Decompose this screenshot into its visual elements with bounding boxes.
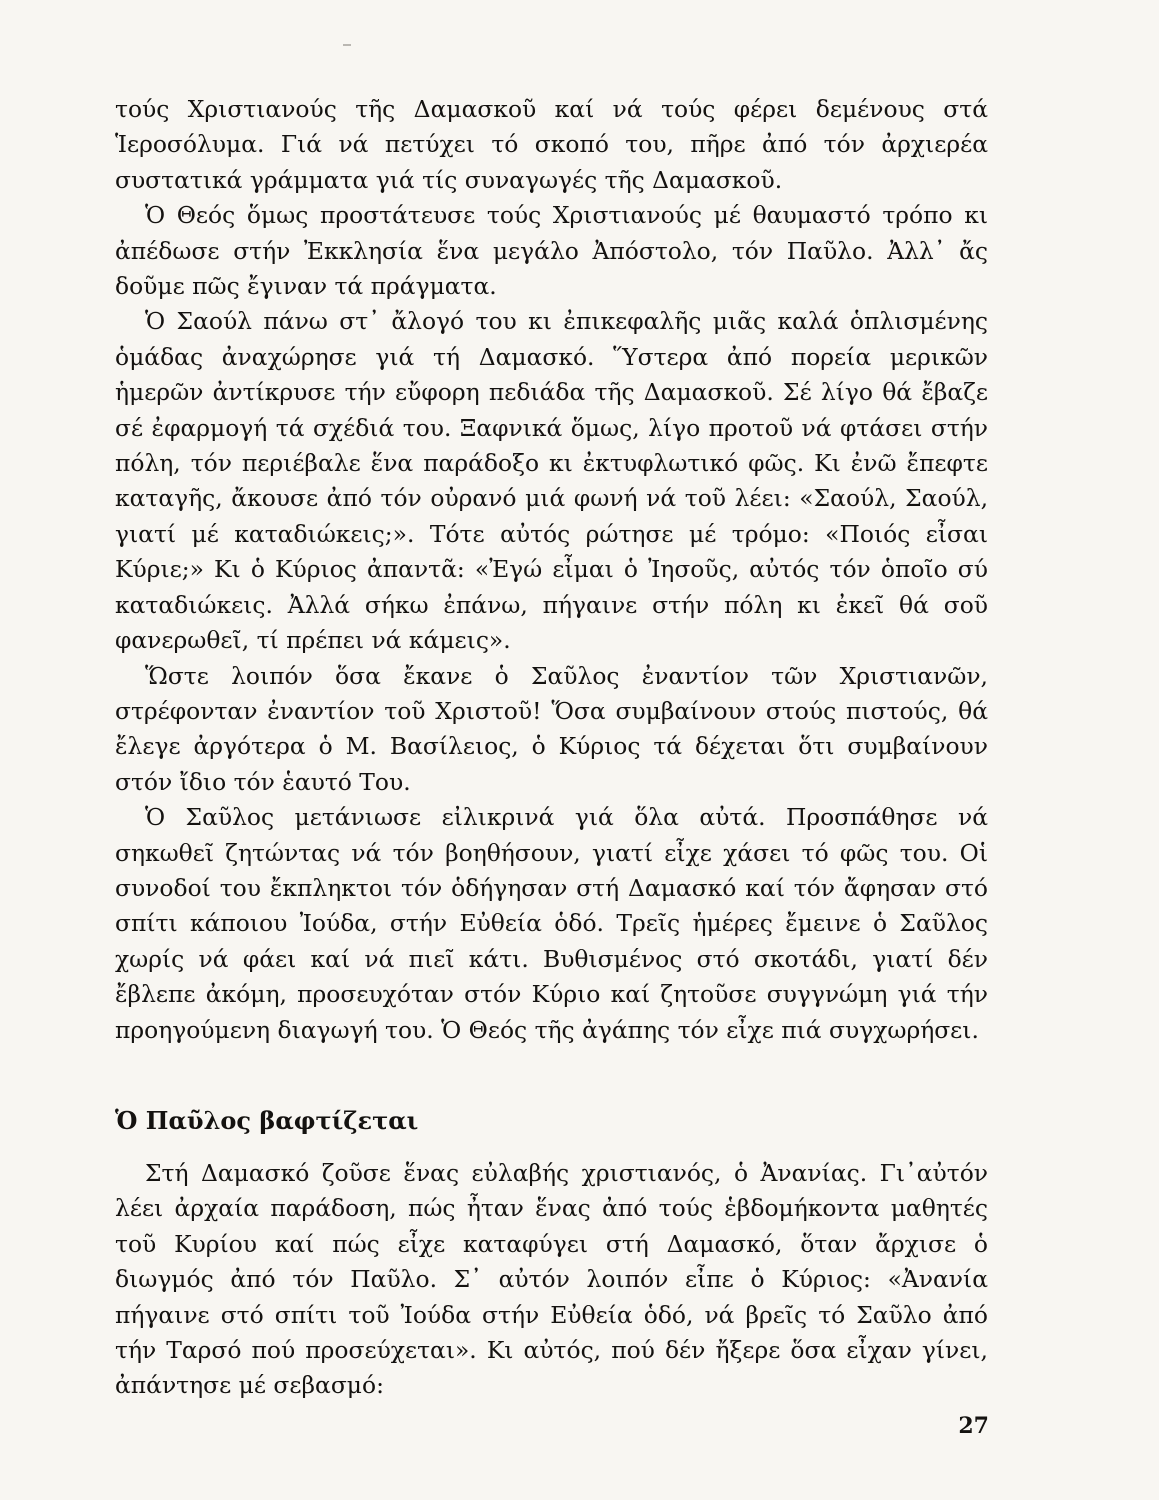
section-heading: Ὁ Παῦλος βαφτίζεται xyxy=(115,1105,419,1135)
paragraph-ananias: Στή Δαμασκό ζοῦσε ἕνας εὐλαβής χριστιανός, ὁ Ἀνανίας. Γι᾽αὐτόν λέει ἀρχαία παράδοση, πώς ἦταν ἕνας ἀπό τούς ἑβδομήκοντα μαθητές τοῦ Κυρίου καί πώς εἶχε καταφύγει στή Δαμασκό, ὅταν ἄρχισε ὁ διωγμός ἀπό τόν Παῦλο. Σ᾽ αὐτόν λοιπόν εἶπε ὁ Κύριος: «Ἀνανία πήγαινε στό σπίτι τοῦ Ἰούδα στήν Εὐθεία ὁδό, νά βρεῖς τό Σαῦλο ἀπό τήν Ταρσό πού προσεύχεται». Κι αὐτός, πού δέν ἤξερε ὅσα εἶχαν γίνει, ἀπάντησε μέ σεβασμό: xyxy=(115,1158,988,1400)
page-number: 27 xyxy=(958,1413,989,1439)
paragraph-saul-journey: Ὁ Σαούλ πάνω στ᾽ ἄλογό του κι ἐπικεφαλῆς μιᾶς καλά ὁπλισμένης ὁμάδας ἀναχώρησε γιά τή Δαμασκό. Ὕστερα ἀπό πορεία μερικῶν ἡμερῶν ἀντίκρυσε τήν εὔφορη πεδιάδα τῆς Δαμασκοῦ. Σέ λίγο θά ἔβαζε σέ ἐφαρμογή τά σχέδιά του. Ξαφνικά ὅμως, λίγο προτοῦ νά φτάσει στήν πόλη, τόν περιέβαλε ἕνα παράδοξο κι ἐκτυφλωτικό φῶς. Κι ἐνῶ ἔπεφτε καταγῆς, ἄκουσε ἀπό τόν οὐρανό μιά φωνή νά τοῦ λέει: «Σαούλ, Σαούλ, γιατί μέ καταδιώκεις;». Τότε αὐτός ρώτησε μέ τρόμο: «Ποιός εἶσαι Κύριε;» Κι ὁ Κύριος ἀπαντᾶ: «Ἐγώ εἶμαι ὁ Ἰησοῦς, αὐτός τόν ὁποῖο σύ καταδιώκεις. Ἀλλά σήκω ἐπάνω, πήγαινε στήν πόλη κι ἐκεῖ θά σοῦ φανερωθεῖ, τί πρέπει νά κάμεις». xyxy=(115,307,988,655)
scan-mark xyxy=(343,44,351,46)
paragraph-continued: τούς Χριστιανούς τῆς Δαμασκοῦ καί νά τούς φέρει δεμένους στά Ἱεροσόλυμα. Γιά νά πετύχει τό σκοπό του, πῆρε ἀπό τόν ἀρχιερέα συστατικά γράμματα γιά τίς συναγωγές τῆς Δαμασκοῦ. xyxy=(115,95,988,194)
book-page xyxy=(115,92,988,1452)
paragraph-saul-repented: Ὁ Σαῦλος μετάνιωσε εἰλικρινά γιά ὅλα αὐτά. Προσπάθησε νά σηκωθεῖ ζητώντας νά τόν βοηθήσουν, γιατί εἶχε χάσει τό φῶς του. Οἱ συνοδοί του ἔκπληκτοι τόν ὁδήγησαν στή Δαμασκό καί τόν ἄφησαν στό σπίτι κάποιου Ἰούδα, στήν Εὐθεία ὁδό. Τρεῖς ἡμέρες ἔμεινε ὁ Σαῦλος χωρίς νά φάει καί νά πιεῖ κάτι. Βυθισμένος στό σκοτάδι, γιατί δέν ἔβλεπε ἀκόμη, προσευχόταν στόν Κύριο καί ζητοῦσε συγγνώμη γιά τήν προηγούμενη διαγωγή του. Ὁ Θεός τῆς ἀγάπης τόν εἶχε πιά συγχωρήσει. xyxy=(115,803,988,1044)
paragraph-god-protected: Ὁ Θεός ὅμως προστάτευσε τούς Χριστιανούς μέ θαυμαστό τρόπο κι ἀπέδωσε στήν Ἐκκλησία ἕνα μεγάλο Ἀπόστολο, τόν Παῦλο. Ἀλλ᾽ ἄς δοῦμε πῶς ἔγιναν τά πράγματα. xyxy=(115,201,988,301)
paragraph-against-christ: Ὥστε λοιπόν ὅσα ἔκανε ὁ Σαῦλος ἐναντίον τῶν Χριστιανῶν, στρέφονταν ἐναντίον τοῦ Χριστοῦ! Ὅσα συμβαίνουν στούς πιστούς, θά ἔλεγε ἀργότερα ὁ Μ. Βασίλειος, ὁ Κύριος τά δέχεται ὅτι συμβαίνουν στόν ἴδιο τόν ἑαυτό Του. xyxy=(115,661,988,796)
